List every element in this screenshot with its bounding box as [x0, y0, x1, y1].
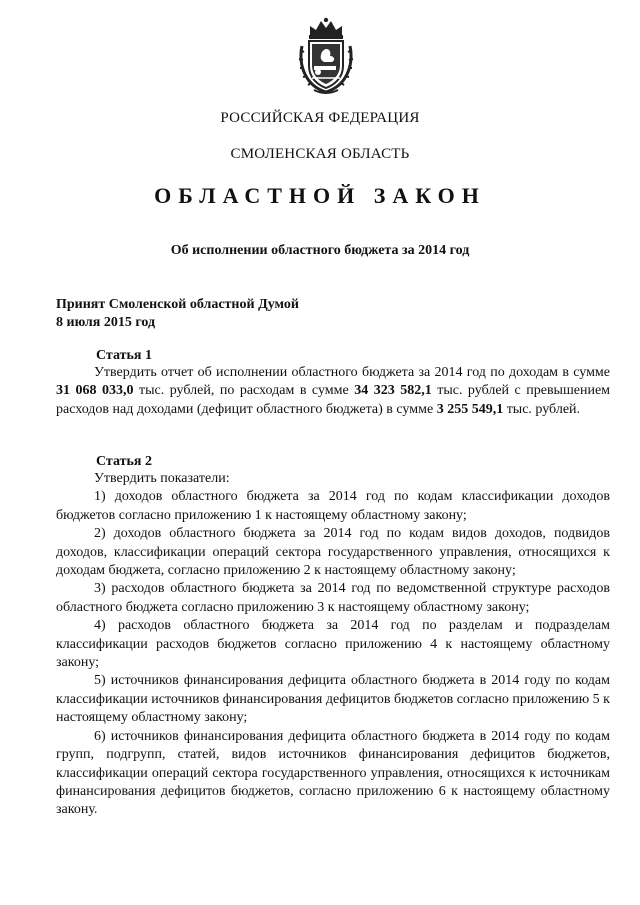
article-1-text-d: тыс. рублей.	[503, 401, 581, 417]
list-item: 4) расходов областного бюджета за 2014 год по разделам и подразделам классификации расходов бюджетов согласно приложению 4 к настоящему областному закону;	[56, 618, 610, 671]
article-1-heading: Статья 1	[96, 348, 152, 363]
region-heading: СМОЛЕНСКАЯ ОБЛАСТЬ	[230, 146, 410, 162]
article-2-body	[56, 470, 610, 820]
list-item: 1) доходов областного бюджета за 2014 год по кодам классификации доходов бюджетов согласно приложению 1 к настоящему областному закону;	[56, 489, 610, 523]
coat-of-arms-emblem	[296, 16, 356, 96]
law-subtitle: Об исполнении областного бюджета за 2014 год	[170, 243, 470, 258]
list-item: 3) расходов областного бюджета за 2014 год по ведомственной структуре расходов областного бюджета согласно приложению 3 к настоящему областному закону;	[56, 581, 610, 615]
country-heading: РОССИЙСКАЯ ФЕДЕРАЦИЯ	[220, 110, 420, 126]
article-1-body	[56, 364, 610, 419]
income-amount: 31 068 033,0	[56, 383, 134, 399]
article-2-heading: Статья 2	[96, 454, 152, 469]
document-type-title: ОБЛАСТНОЙ ЗАКОН	[154, 183, 486, 208]
adoption-date: 8 июля 2015 год	[56, 315, 156, 330]
adopted-by-line: Принят Смоленской областной Думой	[56, 297, 299, 312]
article-1-text-a: Утвердить отчет об исполнении областного бюджета за 2014 год по доходам в сумме	[94, 365, 610, 380]
article-1-text-c: тыс. рублей с превышением расходов над доходами (дефицит областного бюджета) в сумме	[56, 383, 611, 417]
list-item: 2) доходов областного бюджета за 2014 год по кодам видов доходов, подвидов доходов, классификации операций сектора государственного управления, относящихся к доходам бюджета, согласно приложению 2 к настоящему областному закону;	[56, 526, 610, 579]
list-item: 5) источников финансирования дефицита областного бюджета в 2014 году по кодам классификации источников финансирования дефицитов бюджетов согласно приложению 5 к настоящему областному закону;	[56, 673, 610, 726]
article-1-text-b: тыс. рублей, по расходам в сумме	[133, 383, 355, 399]
list-item: 6) источников финансирования дефицита областного бюджета в 2014 году по кодам групп, подгрупп, статей, видов источников финансирования дефицитов бюджетов, классификации операций сектора государственного управления, относящихся к источникам финансирования дефицитов бюджетов, согласно приложению 6 к настоящему областному закону.	[56, 728, 610, 818]
expenses-amount: 34 323 582,1	[354, 383, 432, 399]
deficit-amount: 3 255 549,1	[436, 401, 504, 417]
article-2-intro: Утвердить показатели:	[94, 471, 230, 486]
article-1-paragraph	[56, 364, 610, 419]
